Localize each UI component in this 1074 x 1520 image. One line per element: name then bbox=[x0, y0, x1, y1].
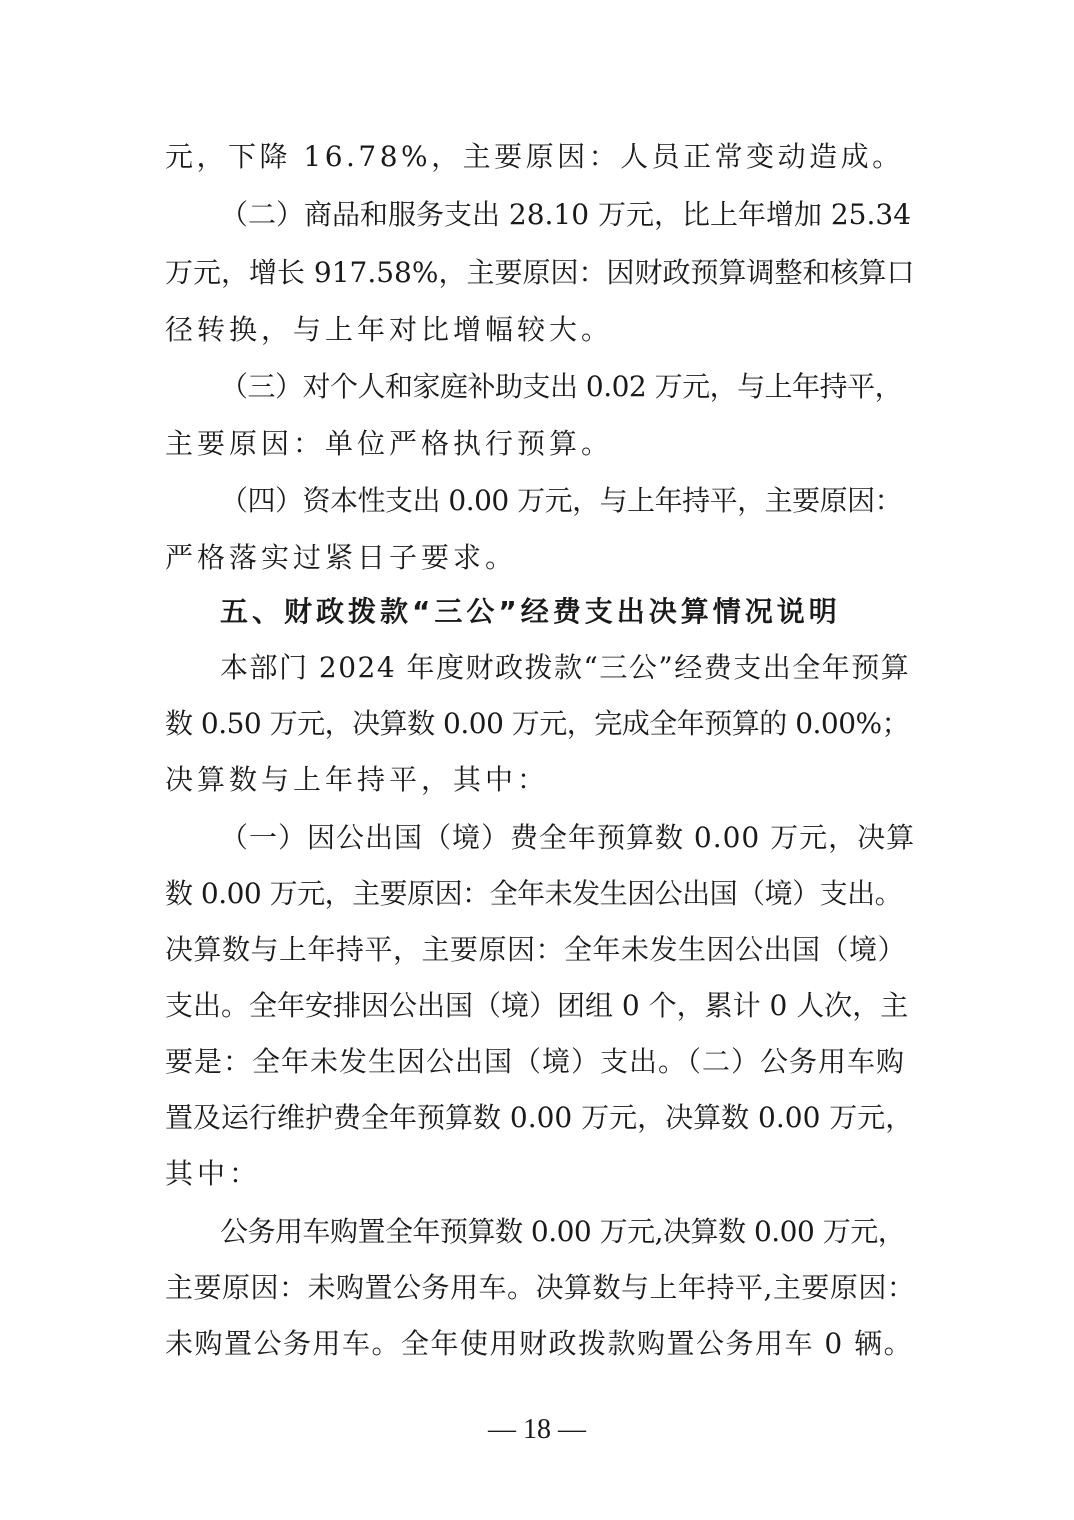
text-line: 元，下降 16.78%，主要原因：人员正常变动造成。 bbox=[165, 140, 904, 173]
text-line: 主要原因：未购置公务用车。决算数与上年持平,主要原因： bbox=[165, 1271, 916, 1304]
text-line: 径转换，与上年对比增幅较大。 bbox=[165, 313, 614, 346]
text-line: 置及运行维护费全年预算数 0.00 万元，决算数 0.00 万元， bbox=[165, 1101, 914, 1134]
text-line: （二）商品和服务支出 28.10 万元，比上年增加 25.34 bbox=[220, 198, 912, 231]
text-line: 主要原因：单位严格执行预算。 bbox=[165, 427, 614, 460]
text-line: 公务用车购置全年预算数 0.00 万元,决算数 0.00 万元， bbox=[220, 1215, 906, 1248]
text-line: 数 0.50 万元，决算数 0.00 万元，完成全年预算的 0.00%； bbox=[165, 707, 910, 740]
text-line: （三）对个人和家庭补助支出 0.02 万元，与上年持平， bbox=[220, 370, 903, 403]
text-line: 决算数与上年持平，其中： bbox=[165, 763, 550, 796]
text-line: 要是：全年未发生因公出国（境）支出。（二）公务用车购 bbox=[165, 1045, 906, 1078]
text-line: 本部门 2024 年度财政拨款“三公”经费支出全年预算 bbox=[220, 651, 911, 684]
text-line: 未购置公务用车。全年使用财政拨款购置公务用车 0 辆。 bbox=[165, 1327, 914, 1360]
text-line: 支出。全年安排因公出国（境）团组 0 个，累计 0 人次，主 bbox=[165, 989, 909, 1022]
text-line: （四）资本性支出 0.00 万元，与上年持平，主要原因： bbox=[220, 484, 903, 517]
page-number: — 18 — bbox=[488, 1414, 586, 1445]
text-line: 严格落实过紧日子要求。 bbox=[165, 541, 518, 574]
text-line: 其中： bbox=[165, 1157, 262, 1190]
text-line: 数 0.00 万元，主要原因：全年未发生因公出国（境）支出。 bbox=[165, 877, 903, 910]
section-heading: 五、财政拨款“三公”经费支出决算情况说明 bbox=[220, 595, 841, 628]
text-line: 决算数与上年持平，主要原因：全年未发生因公出国（境） bbox=[165, 933, 907, 966]
text-line: 万元，增长 917.58%，主要原因：因财政预算调整和核算口 bbox=[165, 256, 915, 289]
text-line: （一）因公出国（境）费全年预算数 0.00 万元，决算 bbox=[220, 821, 916, 854]
